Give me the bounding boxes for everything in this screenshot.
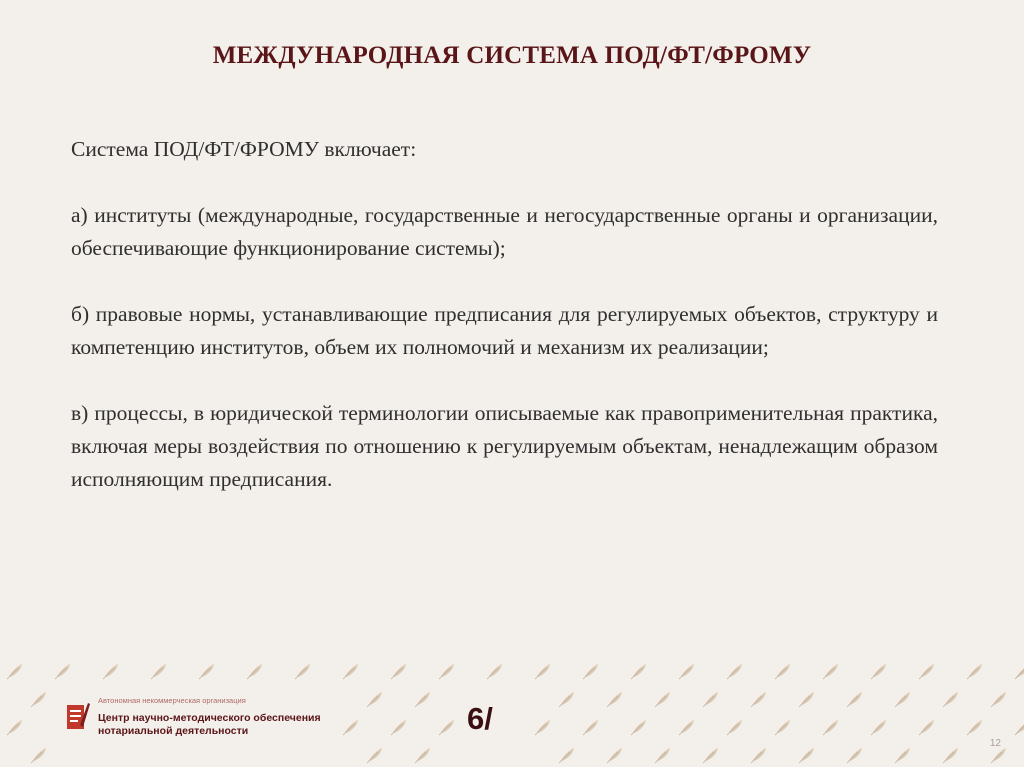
feather-quill-icon	[630, 662, 648, 680]
feather-quill-icon	[30, 746, 48, 764]
feather-quill-icon	[942, 746, 960, 764]
feather-quill-icon	[966, 718, 984, 736]
feather-quill-icon	[150, 662, 168, 680]
feather-quill-icon	[726, 718, 744, 736]
feather-quill-icon	[894, 746, 912, 764]
feather-quill-icon	[990, 690, 1008, 708]
feather-quill-icon	[798, 690, 816, 708]
slide-marker: 6/	[467, 701, 493, 736]
org-name-line2: нотариальной деятельности	[98, 725, 249, 737]
feather-quill-icon	[390, 662, 408, 680]
feather-quill-icon	[366, 690, 384, 708]
feather-quill-icon	[606, 690, 624, 708]
feather-quill-icon	[846, 746, 864, 764]
org-type-label: Автономная некоммерческая организация	[98, 696, 246, 705]
feather-quill-icon	[390, 718, 408, 736]
feather-quill-icon	[102, 662, 120, 680]
feather-quill-icon	[606, 746, 624, 764]
feather-quill-icon	[630, 718, 648, 736]
feather-quill-icon	[582, 662, 600, 680]
feather-quill-icon	[438, 662, 456, 680]
feather-quill-icon	[558, 690, 576, 708]
feather-quill-icon	[414, 746, 432, 764]
feather-quill-icon	[1014, 662, 1024, 680]
feather-quill-icon	[942, 690, 960, 708]
feather-quill-icon	[342, 718, 360, 736]
feather-quill-icon	[486, 662, 504, 680]
feather-quill-icon	[870, 662, 888, 680]
feather-quill-icon	[246, 662, 264, 680]
feather-quill-icon	[894, 690, 912, 708]
feather-quill-icon	[198, 662, 216, 680]
feather-quill-icon	[558, 746, 576, 764]
slide-body	[71, 133, 938, 496]
item-c-paragraph: в) процессы, в юридической терминологии описываемые как правоприменительная практика, включая меры воздействия по отношению к регулируемым объектам, ненадлежащим образом исполняющим предписания.	[71, 401, 938, 491]
feather-quill-icon	[6, 662, 24, 680]
feather-quill-icon	[750, 690, 768, 708]
feather-quill-icon	[414, 690, 432, 708]
feather-quill-icon	[534, 718, 552, 736]
feather-quill-icon	[54, 662, 72, 680]
feather-quill-icon	[846, 690, 864, 708]
feather-quill-icon	[534, 662, 552, 680]
feather-quill-icon	[918, 662, 936, 680]
feather-quill-icon	[1014, 718, 1024, 736]
item-b-paragraph: б) правовые нормы, устанавливающие предписания для регулируемых объектов, структуру и компетенцию институтов, объем их полномочий и механизм их реализации;	[71, 302, 938, 359]
feather-quill-icon	[726, 662, 744, 680]
feather-quill-icon	[774, 718, 792, 736]
feather-quill-icon	[822, 718, 840, 736]
feather-quill-icon	[438, 718, 456, 736]
feather-quill-icon	[654, 746, 672, 764]
feather-quill-icon	[342, 662, 360, 680]
feather-quill-icon	[654, 690, 672, 708]
intro-paragraph: Система ПОД/ФТ/ФРОМУ включает:	[71, 137, 417, 161]
feather-quill-icon	[822, 662, 840, 680]
org-name-line1: Центр научно-методического обеспечения	[98, 712, 321, 724]
feather-quill-icon	[678, 662, 696, 680]
feather-quill-icon	[294, 662, 312, 680]
feather-quill-icon	[6, 718, 24, 736]
feather-quill-icon	[798, 746, 816, 764]
feather-quill-icon	[702, 746, 720, 764]
feather-quill-icon	[30, 690, 48, 708]
feather-pattern-band	[0, 652, 1024, 767]
item-a-paragraph: а) институты (международные, государственные и негосударственные органы и организации, обеспечивающие функционирование системы);	[71, 203, 938, 260]
document-pen-logo-icon	[66, 701, 90, 731]
feather-quill-icon	[918, 718, 936, 736]
feather-quill-icon	[702, 690, 720, 708]
feather-quill-icon	[774, 662, 792, 680]
feather-quill-icon	[582, 718, 600, 736]
feather-quill-icon	[366, 746, 384, 764]
slide-title: МЕЖДУНАРОДНАЯ СИСТЕМА ПОД/ФТ/ФРОМУ	[212, 42, 812, 69]
feather-quill-icon	[870, 718, 888, 736]
feather-quill-icon	[678, 718, 696, 736]
feather-quill-icon	[750, 746, 768, 764]
feather-quill-icon	[966, 662, 984, 680]
page-number: 12	[989, 738, 1001, 749]
